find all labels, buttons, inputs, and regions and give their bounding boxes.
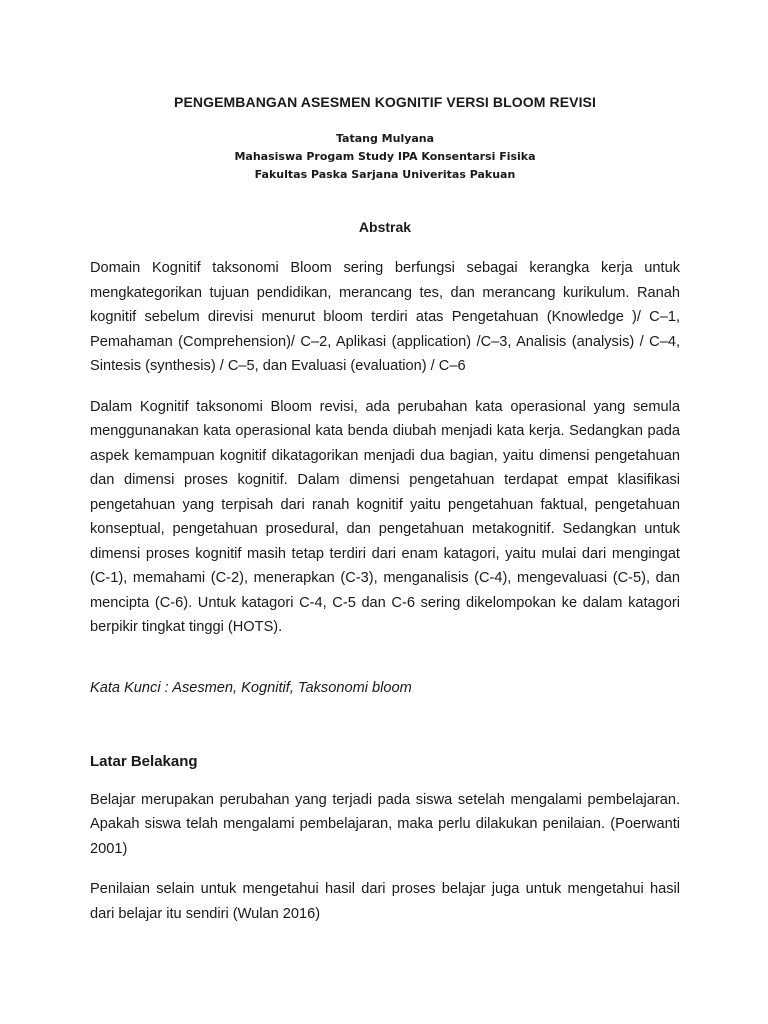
- author-affiliation: Fakultas Paska Sarjana Univeritas Pakuan: [254, 168, 516, 181]
- keywords-line: Kata Kunci : Asesmen, Kognitif, Taksonomi bloom: [90, 679, 412, 696]
- abstract-heading: Abstrak: [358, 219, 412, 235]
- section-paragraph-2: Penilaian selain untuk mengetahui hasil dari proses belajar juga untuk mengetahui hasil dari belajar itu sendiri (Wulan 2016): [90, 881, 680, 922]
- abstract-paragraph-2: Dalam Kognitif taksonomi Bloom revisi, ada perubahan kata operasional yang semula menggunanakan kata operasional kata benda diubah menjadi kata kerja. Sedangkan pada aspek kemampuan kognitif dikatagorikan menjadi dua bagian, yaitu dimensi pengetahuan dan dimensi proses kognitif. Dalam dimensi pengetahuan terdapat empat klasifikasi pengetahuan yang terpisah dari ranah kognitif yaitu pengetahuan faktual, pengetahuan konseptual, pengetahuan prosedural, dan pengetahuan metakognitif. Sedangkan untuk dimensi proses kognitif masih tetap terdiri dari enam katagori, yaitu mulai dari mengingat (C-1), memahami (C-2), menerapkan (C-3), menganalisis (C-4), mengevaluasi (C-5), dan mencipta (C-6). Untuk katagori C-4, C-5 dan C-6 sering dikelompokan ke dalam katagori berpikir tingkat tinggi (HOTS).: [90, 398, 680, 635]
- author-block: [90, 130, 680, 184]
- author-name: Tatang Mulyana: [335, 132, 435, 145]
- section-heading-latar-belakang: Latar Belakang: [90, 752, 198, 770]
- abstract-paragraph-1: Domain Kognitif taksonomi Bloom sering berfungsi sebagai kerangka kerja untuk mengkategorikan tujuan pendidikan, merancang tes, dan merancang kurikulum. Ranah kognitif sebelum direvisi menurut bloom terdiri atas Pengetahuan (Knowledge )/ C–1, Pemahaman (Comprehension)/ C–2, Aplikasi (application) /C–3, Analisis (analysis) / C–4, Sintesis (synthesis) / C–5, dan Evaluasi (evaluation) / C–6: [90, 260, 680, 374]
- section-paragraph-1: Belajar merupakan perubahan yang terjadi pada siswa setelah mengalami pembelajaran. Apakah siswa telah mengalami pembelajaran, maka perlu dilakukan penilaian. (Poerwanti 2001): [90, 791, 680, 857]
- paper-title: PENGEMBANGAN ASESMEN KOGNITIF VERSI BLOOM REVISI: [174, 94, 596, 110]
- author-program: Mahasiswa Progam Study IPA Konsentarsi Fisika: [234, 150, 536, 163]
